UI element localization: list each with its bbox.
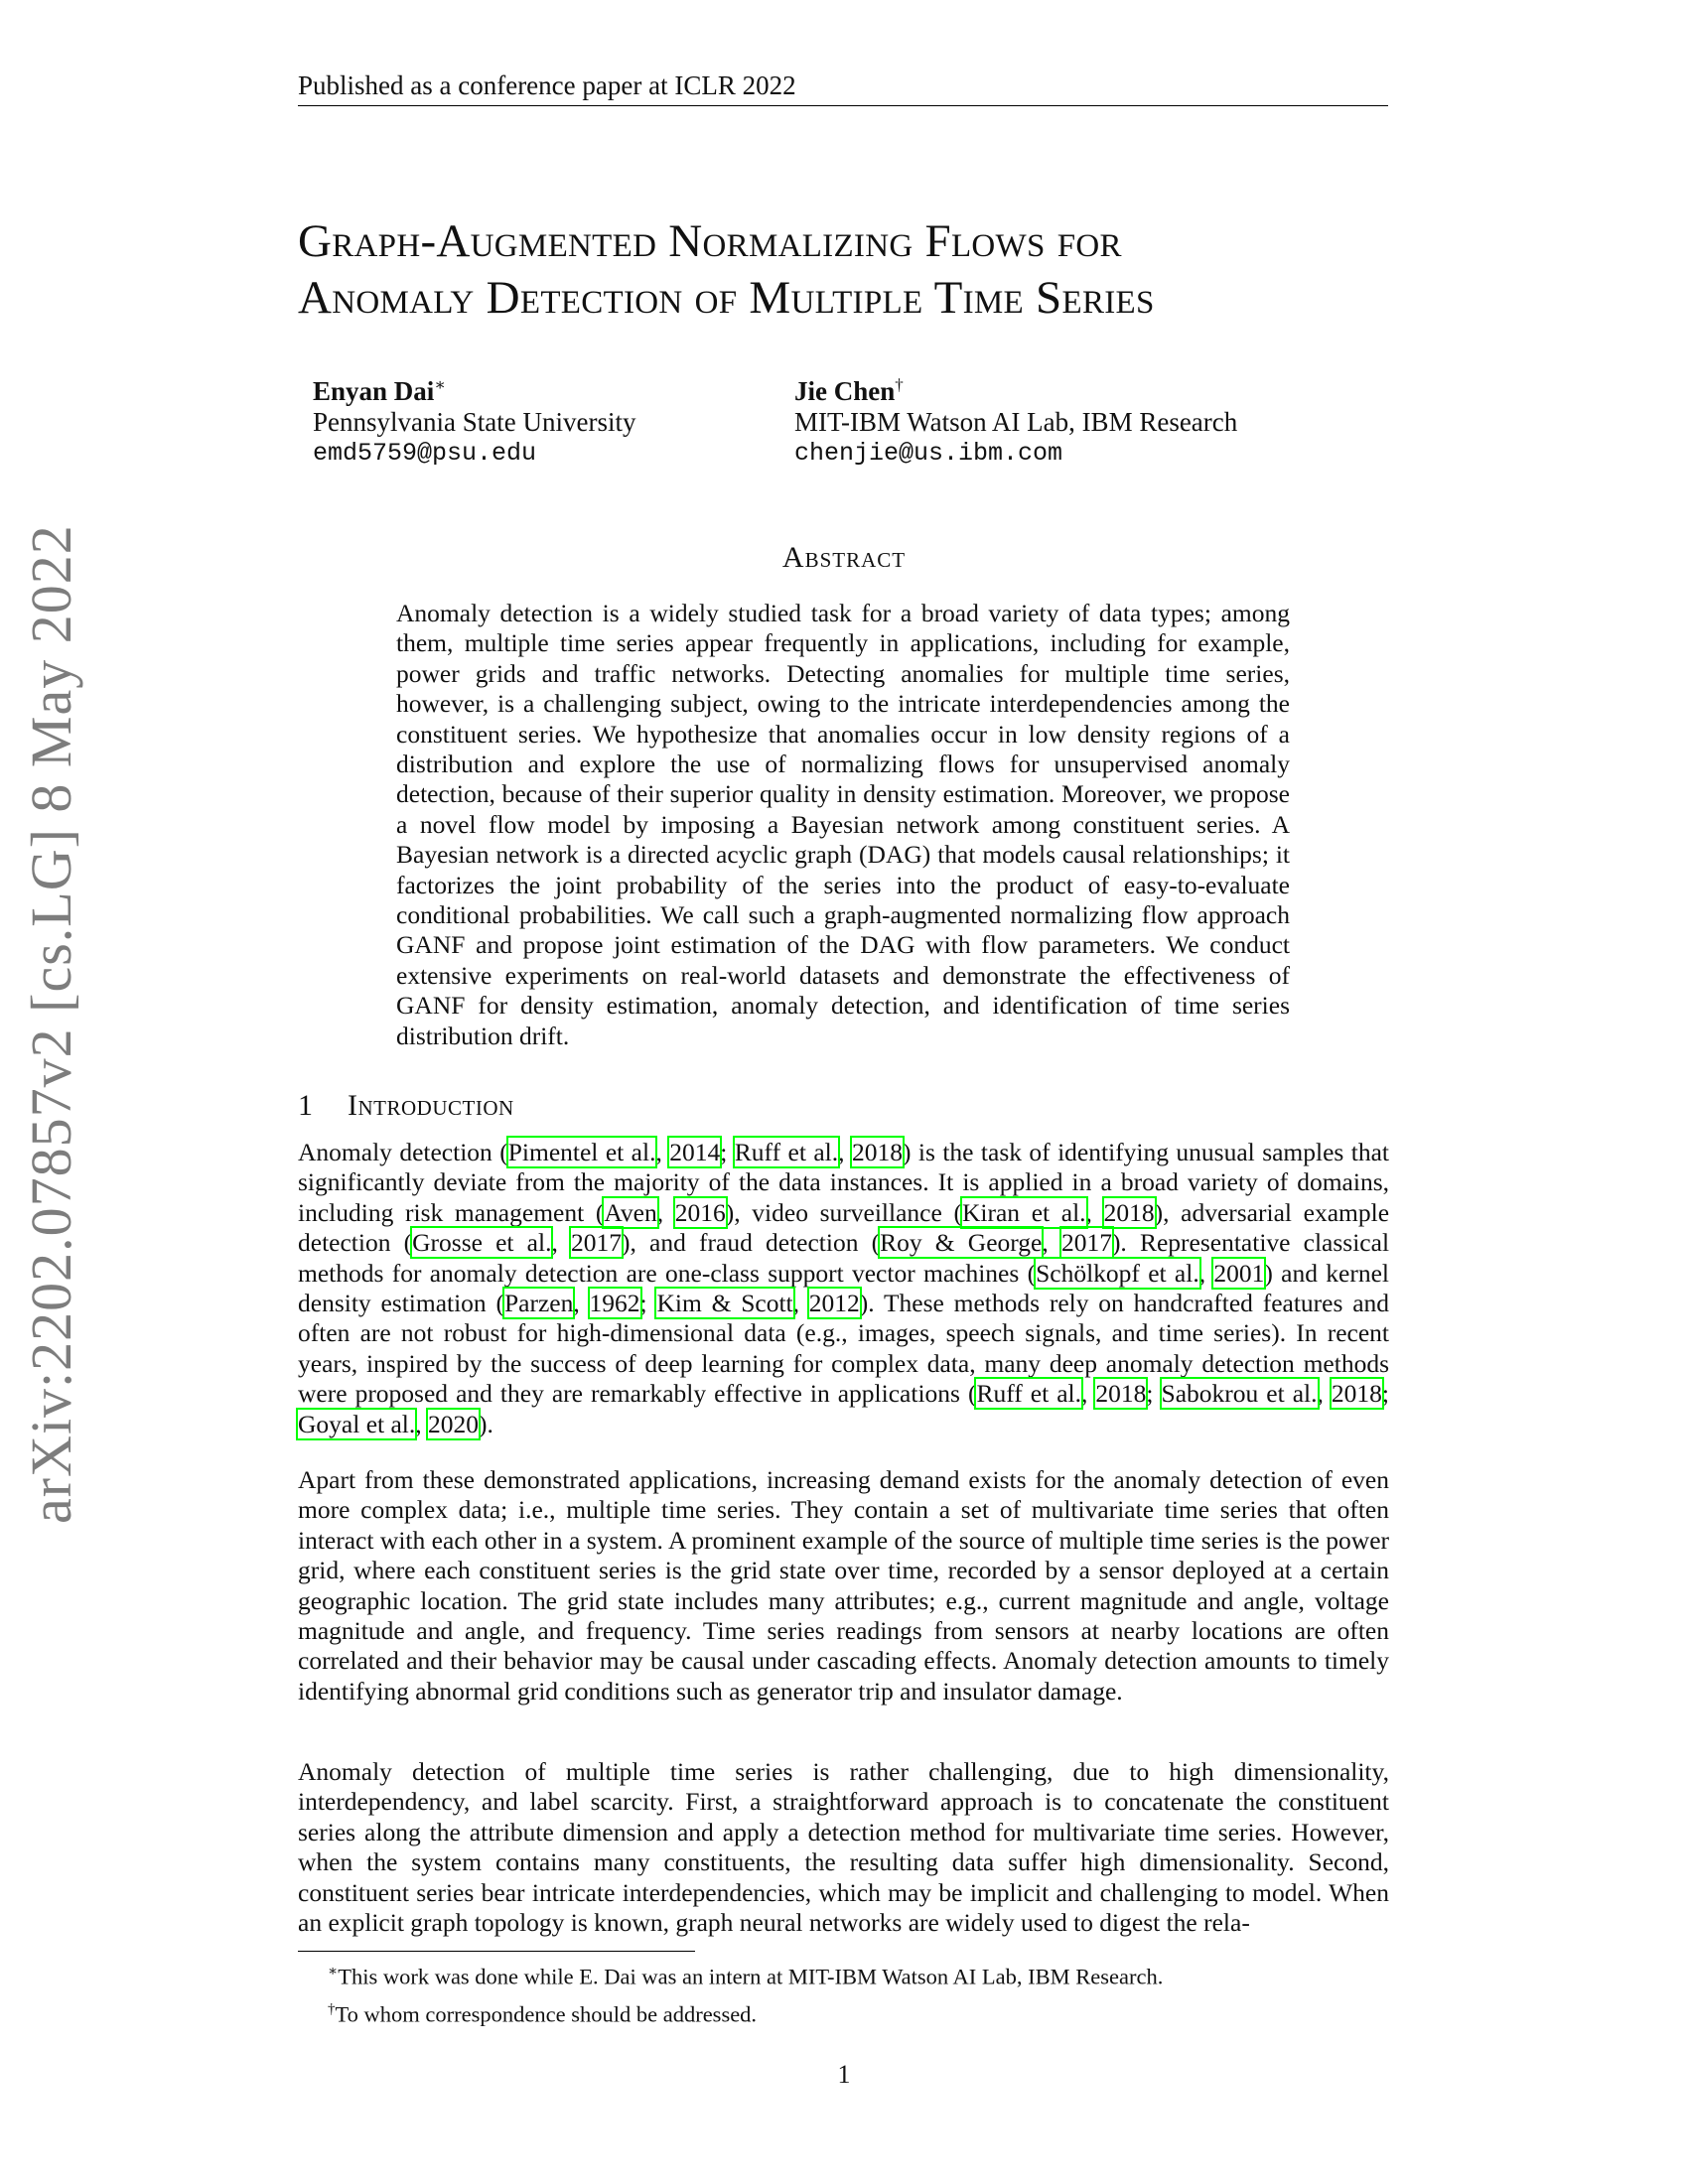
citation-link[interactable]: Sabokrou et al. bbox=[1161, 1379, 1318, 1409]
abstract-heading: Abstract bbox=[781, 541, 907, 574]
citation-link[interactable]: 2020 bbox=[428, 1409, 479, 1438]
section-heading-introduction bbox=[298, 1089, 514, 1123]
footnote-1: ∗This work was done while E. Dai was an intern at MIT-IBM Watson AI Lab, IBM Research. bbox=[328, 1964, 1164, 1989]
author-email[interactable]: emd5759@psu.edu bbox=[313, 439, 537, 468]
author-block-2 bbox=[794, 369, 1237, 469]
intro-paragraph-3: Anomaly detection of multiple time series is rather challenging, due to high dimensionality, interdependency, and label scarcity. First, a straightforward approach is to concatenate the constituent series along the attribute dimension and apply a detection method for multivariate time series. However, when the system contains many constituents, the resulting data suffer high dimensionality. Second, constituent series bear intricate interdependencies, which may be implicit and challenging to model. When an explicit graph topology is known, graph neural networks are widely used to digest the rela- bbox=[298, 1757, 1389, 1938]
citation-link[interactable]: 2012 bbox=[808, 1289, 860, 1318]
running-head: Published as a conference paper at ICLR 2022 bbox=[298, 69, 1388, 106]
citation-link[interactable]: 2018 bbox=[1103, 1197, 1155, 1227]
author-block-1 bbox=[313, 369, 635, 469]
citation-link[interactable]: Goyal et al. bbox=[298, 1409, 416, 1438]
citation-link[interactable]: Roy & George bbox=[880, 1228, 1043, 1258]
citation-link[interactable]: Kim & Scott bbox=[656, 1289, 793, 1318]
citation-link[interactable]: 2018 bbox=[1331, 1379, 1382, 1409]
citation-link[interactable]: 2018 bbox=[1095, 1379, 1147, 1409]
footnote-2: †To whom correspondence should be addressed. bbox=[328, 2000, 758, 2026]
author-affiliation: MIT-IBM Watson AI Lab, IBM Research bbox=[794, 407, 1238, 437]
citation-link[interactable]: 2014 bbox=[669, 1138, 721, 1166]
author-affiliation: Pennsylvania State University bbox=[313, 407, 636, 437]
author-email[interactable]: chenjie@us.ibm.com bbox=[794, 439, 1063, 468]
paper-title-line-2: Anomaly Detection of Multiple Time Series bbox=[298, 272, 1155, 324]
page-number: 1 bbox=[837, 2060, 851, 2089]
abstract-body: Anomaly detection is a widely studied task for a broad variety of data types; among them, multiple time series appear frequently in applications, including for example, power grids and traffic networks. Detecting anomalies for multiple time series, however, is a challenging subject, owing to the intricate interdependencies among the constituent series. We hypothesize that anomalies occur in low density regions of a distribution and explore the use of normalizing flows for unsupervised anomaly detection, because of their superior quality in density estimation. Moreover, we propose a novel flow model by imposing a Bayesian network among constituent series. A Bayesian network is a directed acyclic graph (DAG) that models causal relationships; it factorizes the joint probability of the series into the product of easy-to-evaluate conditional probabilities. We call such a graph-augmented normalizing flow approach GANF and propose joint estimation of the DAG with flow parameters. We conduct extensive experiments on real-world datasets and demonstrate the effectiveness of GANF for density estimation, anomaly detection, and identification of time series distribution drift. bbox=[396, 599, 1290, 1050]
paper-title-line-1: Graph-Augmented Normalizing Flows for bbox=[298, 215, 1122, 267]
citation-link[interactable]: Grosse et al. bbox=[412, 1228, 552, 1258]
citation-link[interactable]: Aven bbox=[604, 1197, 657, 1227]
citation-link[interactable]: Ruff et al. bbox=[734, 1138, 839, 1166]
intro-paragraph-1: Anomaly detection (Pimentel et al., 2014; Ruff et al., 2018) is the task of identifying unusual samples that significantly deviate from the majority of the data instances. It is applied in a broad variety of domains, including risk management (Aven, 2016), video surveillance (Kiran et al., 2018), adversarial example detection (Grosse et al., 2017), and fraud detection (Roy & George, 2017). Representative classical methods for anomaly detection are one-class support vector machines (Schölkopf et al., 2001) and kernel density estimation (Parzen, 1962; Kim & Scott, 2012). These methods rely on handcrafted features and often are not robust for high-dimensional data (e.g., images, speech signals, and time series). In recent years, inspired by the success of deep learning for complex data, many deep anomaly detection methods were proposed and they are remarkably effective in applications (Ruff et al., 2018; Sabokrou et al., 2018; Goyal et al., 2020). bbox=[298, 1138, 1390, 1438]
author-mark: † bbox=[895, 375, 904, 394]
citation-link[interactable]: 2017 bbox=[1060, 1228, 1112, 1258]
citation-link[interactable]: Ruff et al. bbox=[976, 1379, 1081, 1409]
citation-link[interactable]: Schölkopf et al. bbox=[1036, 1258, 1199, 1288]
paper-title bbox=[298, 213, 1390, 327]
citation-link[interactable]: 2001 bbox=[1213, 1258, 1265, 1288]
arxiv-identifier-stamp[interactable]: arXiv:2202.07857v2 [cs.LG] 8 May 2022 bbox=[19, 524, 83, 1524]
citation-link[interactable]: Pimentel et al. bbox=[507, 1138, 656, 1166]
citation-link[interactable]: 2017 bbox=[571, 1228, 623, 1258]
author-name: Enyan Dai bbox=[313, 376, 435, 406]
author-name: Jie Chen bbox=[794, 376, 896, 406]
citation-link[interactable]: Parzen bbox=[503, 1289, 574, 1318]
citation-link[interactable]: 1962 bbox=[589, 1289, 640, 1318]
citation-link[interactable]: 2018 bbox=[851, 1138, 903, 1166]
section-number: 1 bbox=[298, 1089, 314, 1122]
author-mark: ∗ bbox=[434, 375, 446, 394]
citation-link[interactable]: Kiran et al. bbox=[961, 1197, 1086, 1227]
citation-link[interactable]: 2016 bbox=[674, 1197, 726, 1227]
footnotes bbox=[298, 1956, 1390, 2030]
footnote-divider bbox=[298, 1951, 695, 1952]
intro-paragraph-2: Apart from these demonstrated applications, increasing demand exists for the anomaly detection of even more complex data; i.e., multiple time series. They contain a set of multivariate time series that often interact with each other in a system. A prominent example of the source of multiple time series is the power grid, where each constituent series is the grid state over time, recorded by a sensor deployed at a certain geographic location. The grid state includes many attributes; e.g., current magnitude and angle, voltage magnitude and angle, and frequency. Time series readings from sensors at nearby locations are often correlated and their behavior may be causal under cascading effects. Anomaly detection amounts to timely identifying abnormal grid conditions such as generator trip and insulator damage. bbox=[298, 1465, 1389, 1706]
section-title: Introduction bbox=[348, 1089, 514, 1122]
